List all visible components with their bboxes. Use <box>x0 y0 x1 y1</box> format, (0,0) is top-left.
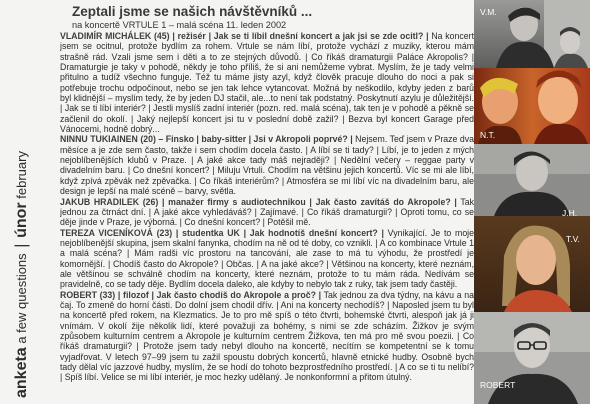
side-label-february: february <box>14 151 29 199</box>
photo-label-vm: V.M. <box>480 7 497 17</box>
interview-robert <box>60 290 474 383</box>
article-title: Zeptali jsme se našich návštěvníků ... <box>72 4 313 19</box>
portrait-photo-jh <box>474 144 590 216</box>
interview-tukiainen <box>60 134 474 196</box>
interview-body: Na koncert jsem se ocitnul, protože bydlím za rohem. Vrtule se nám líbí, protože vychází z muziky, kterou mám strašně rád. Vzali jsme sem i děti a to ze stejných důvodů. | Co říkáš dramaturgii Paláce Akropolis? | Dramaturgie je taky v pohodě, někdy je toho příliš, že si ani nemůžeme vybrat. Myslím, že je tady velmi přitulno a tudíž všechno funguje. Též tu máme jisty azyl, když člověk pracuje dlouho do noci a pak si potřebuje trochu odpočinout, nebo se jen tak lehce vytancovat. Možná by neškodilo, kdyby jeden z barů byl klidnější – myslím tedy, že by jeden DJ stačil, ale...to není tak podstatný. Poskytnutí azylu je důležitější. | Jak se ti líbí interiér? | Jestli myslíš zadní interiér (pozn. red. malá scéna), tak ten je v pohodě a pěkně se začlenil do okolí. | Jaký nejlepší koncert jsi tu v poslední době zažil? | Bezva byl koncert Garage před Vánocemi, hodně dobrý... <box>60 31 474 135</box>
interview-header: ROBERT (33) | filozof | Jak často chodíš do Akropole a proč? | <box>60 289 322 300</box>
photo-label-tv: T.V. <box>566 234 580 244</box>
side-label-a-few-questions: a few questions <box>14 253 29 344</box>
article-subtitle: na koncertě VRTULE 1 – malá scéna 11. leden 2002 <box>72 20 287 30</box>
portrait-photo-vm <box>474 0 590 68</box>
portrait-image-robert <box>474 312 590 404</box>
section-side-label <box>2 0 42 404</box>
interview-header: NINNU TUKIAINEN (20) – Finsko | baby-sitter | Jsi v Akropoli poprvé? | <box>60 134 353 145</box>
portrait-photos-column <box>474 0 590 404</box>
interview-vicenikova <box>60 228 474 290</box>
portrait-image-tv <box>474 216 590 312</box>
interview-hradilek <box>60 197 474 228</box>
portrait-photo-robert <box>474 312 590 404</box>
photo-label-robert: ROBERT <box>480 380 516 390</box>
interview-header: JAKUB HRADILEK (26) | manažer firmy s audiotechnikou | Jak často zavítáš do Akropole? | <box>60 196 457 207</box>
article-column <box>60 4 474 402</box>
interview-body: Tak jednou za čtrnáct dní. | A jaké akce vyhledáváš? | Zajímavé. | Co říkáš dramaturgii? | Oproti tomu, co se děje jinde v Praze, je výborná. | Co dnešní koncert? | Potěšil mě. <box>60 196 474 228</box>
portrait-image-jh <box>474 144 590 216</box>
side-label-text <box>10 151 34 398</box>
photo-label-nt: N.T. <box>480 130 496 140</box>
interview-body: Tak jednou za dva týdny, na kávu a na čaj. To zmeně do horní části. Do dolní jsem chodil dřív. | Ani na koncerty nechodíš? | Naposled jsem tu byl na koncertě před rokem, na Klezmatics. Je to pro mě spíš o této čtvrti, bohemské čtvrti, alespoň jak já ji vnímám. V okolí žije několik lidí, které považuji za bohémy, s nimi se zde scházím. Žižkov je svým způsobem kulturním centrem a Akropole je kulturním centrem Žižkova, ten má pro mě svou poezii. | Co říkáš dramaturgii? | Protože jsem tady nebyl dlouho na koncertě, necítím se kompetentní se k tomu vyjadřovat. V letech 97–99 jsem tu zažil spoustu dobrých koncertů, hlavně etnické hudby. Osobně bych tady dělal víc jazzové hudby, myslím, že se hodí do tohoto bezprostředního prostředí. | A co se ti tu nelíbí? | Spíš líbí. Velice se mi líbí interiér, je moc hezky udělaný. Je nonkonformní a přitom útulný. <box>60 289 474 383</box>
interview-header: VLADIMÍR MICHÁLEK (45) | režisér | Jak se ti líbil dnešní koncert a jak jsi se zde ocitl? | <box>60 31 429 41</box>
portrait-photo-nt <box>474 68 590 144</box>
interview-header: TEREZA VICENÍKOVÁ (23) | studentka UK | Jak hodnotíš dnešní koncert? | <box>60 227 384 238</box>
portrait-photo-tv <box>474 216 590 312</box>
photo-label-jh: J.H. <box>562 208 578 216</box>
side-label-divider: | <box>13 243 30 248</box>
side-label-anketa: anketa <box>13 347 30 398</box>
interview-body: Nejsem. Teď jsem v Praze dva měsíce a je zde sem často, takže i sem chodím docela často. | A líbí se ti tady? | Líbí, je to jeden z mých nejoblíbenějších klubů v Praze. | A jaké akce tady máš nejraději? | Nedělní večery – reggae party v divadelním baru. | Co dnešní koncert? | Miluju Vrtuli. Chodím na většinu jejich koncertů. Víc se mi ale líbí, když zpívá zpěvák než zpěvačka. | Co říkáš interiérům? | Atmosféra se mi líbí víc na divadelním baru, ale design je lepší na malé scéně – barvy, světla. <box>60 134 474 197</box>
interview-body: Vynikající. Je to moje nejoblíbenější skupina, jsem skalní fanynka, chodím na ně od té doby, co vznikli. | A co kombinace Vrtule 1 a malá scéna? | Mám radši víc prostoru na tancování, ale zase to má tu výhodu, že prostředí je komornější. | Chodíš často do Akropole? | Občas. | A na jaké akce? | Většinou na koncerty, které neznám, ale většinou se schválně chodím na koncerty, které neznám, protože to tu mám ráda. Nedívám se pravidelně, co se tady děje. Bydlím docela daleko, ale kdyby to nebylo tak z ruky, tak jsem tady častěji. <box>60 227 474 290</box>
side-label-unor: únor <box>13 202 30 238</box>
interview-michalek <box>60 31 474 134</box>
